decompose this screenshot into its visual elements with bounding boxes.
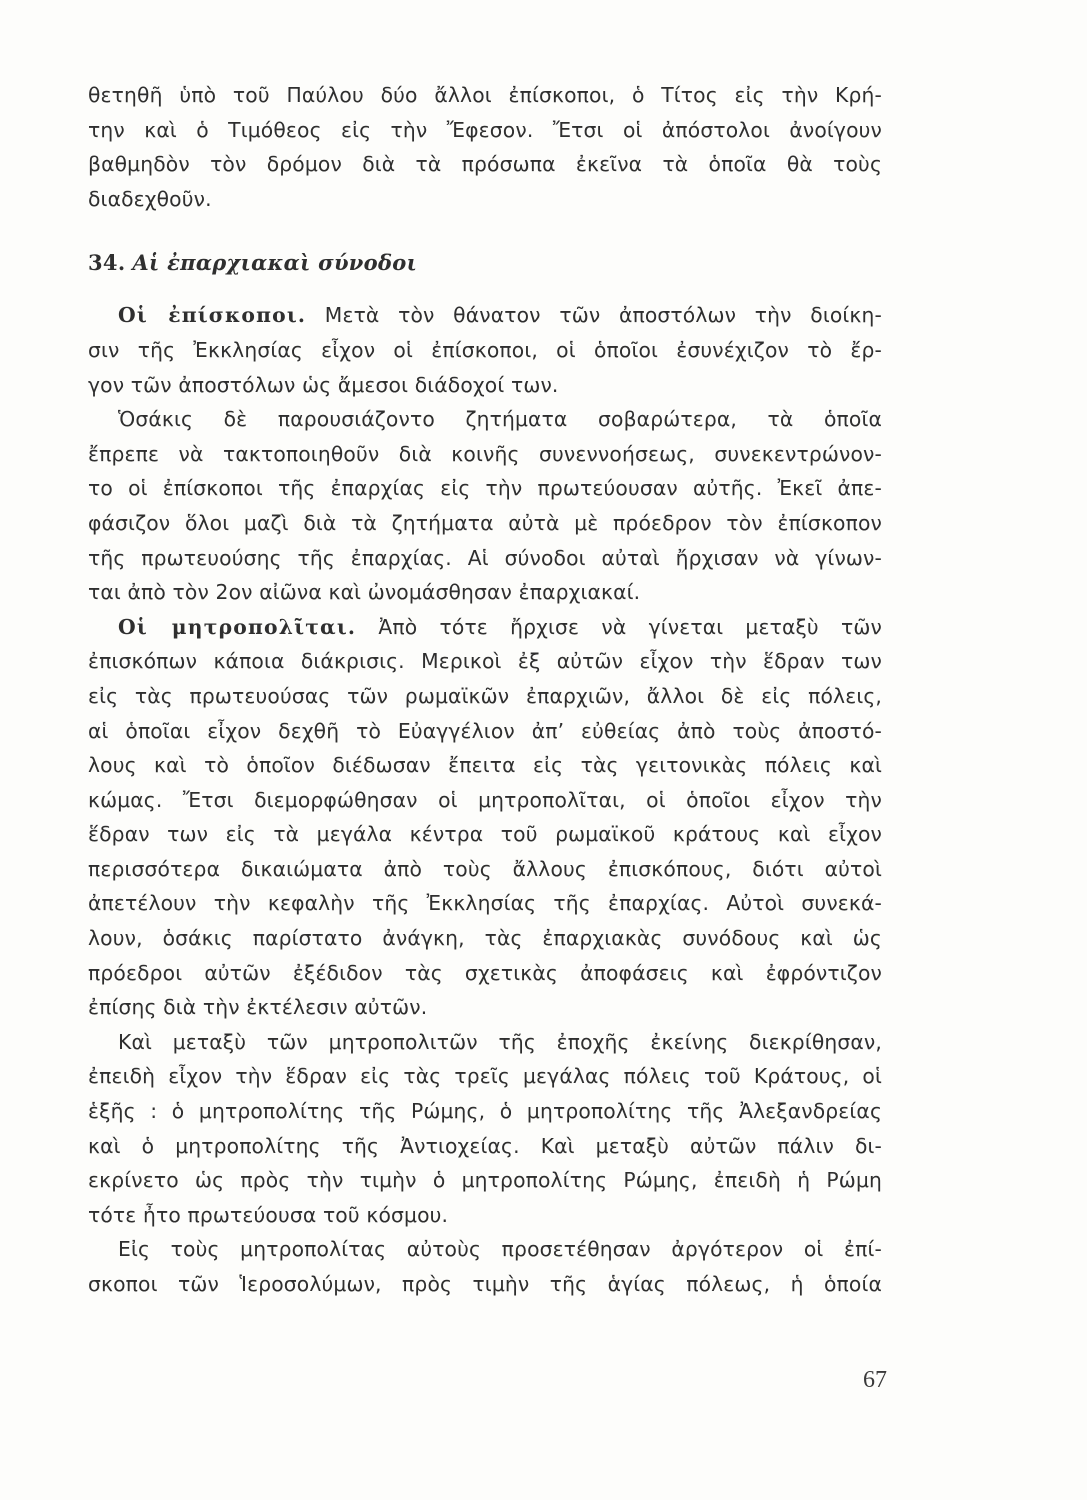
text-line: θετηθῆ ὑπὸ τοῦ Παύλου δύο ἄλλοι ἐπίσκοποι, ὁ Τίτος εἰς τὴν Κρή- — [88, 83, 882, 107]
text-line: φάσιζον ὅλοι μαζὶ διὰ τὰ ζητήματα αὐτὰ μὲ πρόεδρον τὸν ἐπίσκοπον — [88, 510, 882, 535]
paragraph-jerusalem — [88, 1232, 882, 1301]
text-line — [88, 610, 882, 645]
text-line: τῆς πρωτευούσης τῆς ἐπαρχίας. Αἱ σύνοδοι αὐταὶ ἤρχισαν νὰ γίνων- — [88, 545, 882, 570]
text-line: καὶ ὁ μητροπολίτης τῆς Ἀντιοχείας. Καὶ μεταξὺ αὐτῶν πάλιν δι- — [88, 1133, 882, 1158]
text-line: Καὶ μεταξὺ τῶν μητροπολιτῶν τῆς ἐποχῆς ἐκείνης διεκρίθησαν, — [118, 1029, 882, 1054]
text-line: περισσότερα δικαιώματα ἀπὸ τοὺς ἄλλους ἐπισκόπους, διότι αὐτοὶ — [88, 856, 882, 881]
text-line: πρόεδροι αὐτῶν ἐξέδιδον τὰς σχετικὰς ἀποφάσεις καὶ ἐφρόντιζον — [88, 960, 882, 985]
text-line: ἀπετέλουν τὴν κεφαλὴν τῆς Ἐκκλησίας τῆς ἐπαρχίας. Αὐτοὶ συνεκά- — [88, 891, 882, 916]
text-line: ἕδραν των εἰς τὰ μεγάλα κέντρα τοῦ ρωμαϊκοῦ κράτους καὶ εἶχον — [88, 822, 882, 847]
text-line: εἰς τὰς πρωτευούσας τῶν ρωμαϊκῶν ἐπαρχιῶν, ἄλλοι δὲ εἰς πόλεις, — [88, 683, 882, 708]
paragraph-major-sees — [88, 1025, 882, 1233]
text-line: γον τῶν ἀποστόλων ὡς ἄμεσοι διάδοχοί των. — [88, 372, 559, 397]
text-line: το οἱ ἐπίσκοποι τῆς ἐπαρχίας εἰς τὴν πρωτεύουσαν αὐτῆς. Ἐκεῖ ἀπε- — [88, 476, 882, 501]
text-line: Ὁσάκις δὲ παρουσιάζοντο ζητήματα σοβαρώτερα, τὰ ὁποῖα — [118, 407, 882, 432]
section-heading — [88, 246, 882, 280]
text-line: αἱ ὁποῖαι εἶχον δεχθῆ τὸ Εὐαγγέλιον ἀπ’ εὐθείας ἀπὸ τοὺς ἀποστό- — [88, 718, 882, 743]
text-line: βαθμηδὸν τὸν δρόμον διὰ τὰ πρόσωπα ἐκεῖνα τὰ ὁποῖα θὰ τοὺς — [88, 152, 882, 177]
section-title: Αἱ ἐπαρχιακαὶ σύνοδοι — [132, 250, 418, 276]
intro-paragraph — [88, 78, 882, 216]
run-in-heading: Οἱ ἐπίσκοποι. — [118, 303, 307, 328]
section-number: 34. — [88, 250, 126, 276]
page-number: 67 — [863, 1367, 887, 1393]
run-in-heading: Οἱ μητροπολῖται. — [118, 614, 357, 639]
paragraph-metropolitans — [88, 610, 882, 1025]
text-line: λουν, ὁσάκις παρίστατο ἀνάγκη, τὰς ἐπαρχιακὰς συνόδους καὶ ὡς — [88, 926, 882, 951]
text-run: Μετὰ τὸν θάνατον τῶν ἀποστόλων τὴν διοίκη- — [306, 303, 882, 328]
text-line: Εἰς τοὺς μητροπολίτας αὐτοὺς προσετέθησαν ἀργότερον οἱ ἐπί- — [118, 1237, 882, 1262]
text-line — [88, 298, 882, 333]
text-line: τότε ἦτο πρωτεύουσα τοῦ κόσμου. — [88, 1202, 449, 1227]
text-run: Ἀπὸ τότε ἤρχισε νὰ γίνεται μεταξὺ τῶν — [356, 614, 883, 639]
text-line: σκοποι τῶν Ἱεροσολύμων, πρὸς τιμὴν τῆς ἁγίας πόλεως, ἡ ὁποία — [88, 1272, 882, 1296]
text-line: εκρίνετο ὡς πρὸς τὴν τιμὴν ὁ μητροπολίτης Ρώμης, ἐπειδὴ ἡ Ρώμη — [88, 1168, 882, 1193]
text-line: λους καὶ τὸ ὁποῖον διέδωσαν ἔπειτα εἰς τὰς γειτονικὰς πόλεις καὶ — [88, 753, 882, 778]
text-line: κώμας. Ἔτσι διεμορφώθησαν οἱ μητροπολῖται, οἱ ὁποῖοι εἶχον τὴν — [88, 787, 882, 812]
text-line: ἑξῆς : ὁ μητροπολίτης τῆς Ρώμης, ὁ μητροπολίτης τῆς Ἀλεξανδρείας — [88, 1099, 882, 1124]
text-line: την καὶ ὁ Τιμόθεος εἰς τὴν Ἔφεσον. Ἔτσι οἱ ἀπόστολοι ἀνοίγουν — [88, 117, 882, 142]
paragraph-synods — [88, 402, 882, 610]
text-line: ται ἀπὸ τὸν 2ον αἰῶνα καὶ ὠνομάσθησαν ἐπαρχιακαί. — [88, 580, 641, 605]
text-line: ἐπειδὴ εἶχον τὴν ἕδραν εἰς τὰς τρεῖς μεγάλας πόλεις τοῦ Κράτους, οἱ — [88, 1064, 882, 1089]
text-line: ἐπίσης διὰ τὴν ἐκτέλεσιν αὐτῶν. — [88, 995, 428, 1020]
text-line: διαδεχθοῦν. — [88, 186, 212, 211]
text-line: ἐπισκόπων κάποια διάκρισις. Μερικοὶ ἐξ αὐτῶν εἶχον τὴν ἕδραν των — [88, 649, 882, 674]
text-line: ἔπρεπε νὰ τακτοποιηθοῦν διὰ κοινῆς συνεννοήσεως, συνεκεντρώνον- — [88, 441, 882, 466]
text-block — [88, 78, 882, 1302]
text-line: σιν τῆς Ἐκκλησίας εἶχον οἱ ἐπίσκοποι, οἱ ὁποῖοι ἐσυνέχιζον τὸ ἔρ- — [88, 337, 882, 362]
paragraph-bishops — [88, 298, 882, 402]
